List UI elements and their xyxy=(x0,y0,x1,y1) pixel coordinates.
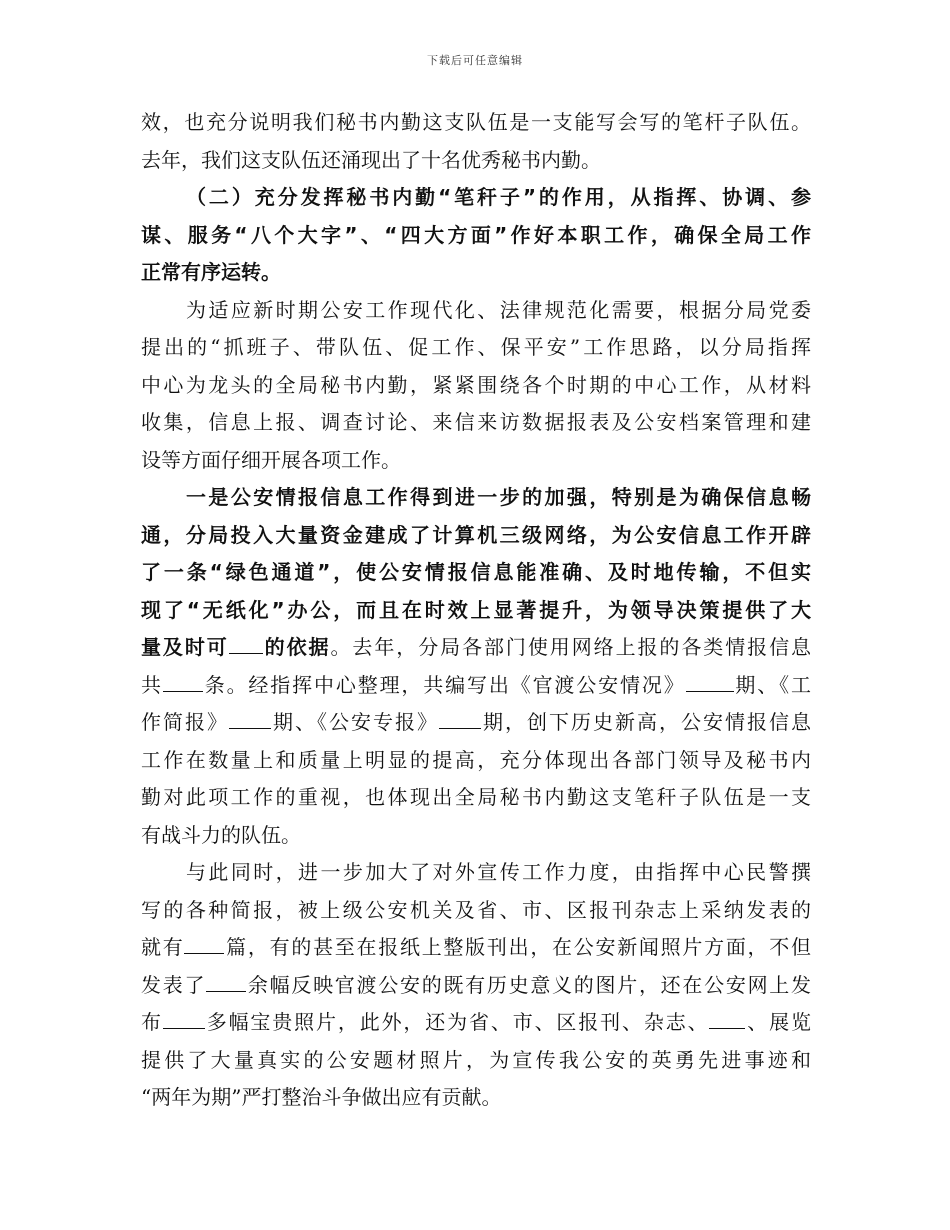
text-run: 条。经指挥中心整理，共编写出《官渡公安情况》 xyxy=(202,672,686,697)
blank-underline xyxy=(163,671,203,692)
blank-underline xyxy=(709,1008,745,1029)
paragraph-line: 去年，我们这支队伍还涌现出了十名优秀秘书内勤。 xyxy=(141,147,601,172)
paragraph-line: 写的各种简报，被上级公安机关及省、市、区报刊杂志上采纳发表的 xyxy=(141,897,811,922)
text-run: 期、《工 xyxy=(733,672,812,697)
blank-underline xyxy=(206,971,246,992)
blank-underline xyxy=(163,1008,205,1029)
text-run: 。去年，分局各部门使用网络上报的各类情报信息 xyxy=(330,635,812,659)
paragraph-line xyxy=(141,704,811,742)
paragraph-line: 有战斗力的队伍。 xyxy=(141,822,301,847)
text-run: 布 xyxy=(141,1010,163,1034)
blank-underline xyxy=(439,708,481,729)
text-run: 、展览 xyxy=(745,1010,812,1034)
paragraph-line-bold: 了一条“绿色通道”，使公安情报信息能准确、及时地传输，不但实 xyxy=(141,560,811,584)
paragraph-line: 收集，信息上报、调查讨论、来信来访数据报表及公安档案管理和建 xyxy=(141,410,811,434)
blank-underline xyxy=(686,671,734,692)
document-body xyxy=(141,104,811,1117)
text-run: 期、《公安专报》 xyxy=(271,710,439,734)
paragraph-line xyxy=(141,929,811,967)
paragraph-line: 提供了大量真实的公安题材照片，为宣传我公安的英勇先进事迹和 xyxy=(141,1047,811,1072)
text-run: 余幅反映官渡公安的既有历史意义的图片，还在公安网上发 xyxy=(246,972,812,997)
section-heading-line: 正常有序运转。 xyxy=(141,260,281,284)
paragraph-line-bold: 通，分局投入大量资金建成了计算机三级网络，为公安信息工作开辟 xyxy=(141,522,811,547)
paragraph-line xyxy=(141,667,811,705)
paragraph-line-bold: 一是公安情报信息工作得到进一步的加强，特别是为确保信息畅 xyxy=(186,485,811,509)
section-heading-line: （二）充分发挥秘书内勤“笔秆子”的作用，从指挥、协调、参 xyxy=(186,185,811,209)
paragraph-line: 中心为龙头的全局秘书内勤，紧紧围绕各个时期的中心工作，从材料 xyxy=(141,372,811,397)
bold-run: 量及时可 xyxy=(141,635,229,659)
page-header: 下载后可任意编辑 xyxy=(427,54,523,67)
section-heading-line: 谋、服务“八个大字”、“四大方面”作好本职工作，确保全局工作 xyxy=(141,222,811,247)
text-run: 发表了 xyxy=(141,972,207,997)
text-run: 共 xyxy=(141,672,163,697)
paragraph-line: “两年为期”严打整治斗争做出应有贡献。 xyxy=(141,1085,502,1109)
paragraph-line: 勤对此项工作的重视，也体现出全局秘书内勤这支笔秆子队伍是一支 xyxy=(141,785,811,809)
bold-run: 的依据 xyxy=(262,635,331,659)
paragraph-line: 设等方面仔细开展各项工作。 xyxy=(141,447,401,472)
text-run: 期，创下历史新高，公安情报信息 xyxy=(481,710,811,734)
paragraph-line xyxy=(141,1004,811,1042)
paragraph-line: 效，也充分说明我们秘书内勤这支队伍是一支能写会写的笔杆子队伍。 xyxy=(141,110,811,134)
paragraph-line: 工作在数量上和质量上明显的提高，充分体现出各部门领导及秘书内 xyxy=(141,747,811,772)
text-run: 作简报》 xyxy=(141,710,229,734)
blank-underline xyxy=(229,633,263,654)
blank-underline xyxy=(229,708,271,729)
paragraph-line: 与此同时，进一步加大了对外宣传工作力度，由指挥中心民警撰 xyxy=(186,860,811,884)
text-run: 篇，有的甚至在报纸上整版刊出，在公安新闻照片方面，不但 xyxy=(224,935,812,959)
text-run: 就有 xyxy=(141,935,185,959)
paragraph-line: 提出的“抓班子、带队伍、促工作、保平安”工作思路，以分局指挥 xyxy=(141,335,811,359)
paragraph-line-bold: 现了“无纸化”办公，而且在时效上显著提升，为领导决策提供了大 xyxy=(141,597,811,622)
paragraph-line: 为适应新时期公安工作现代化、法律规范化需要，根据分局党委 xyxy=(186,297,811,322)
paragraph-line xyxy=(141,967,811,1005)
blank-underline xyxy=(184,933,224,954)
paragraph-line-mixed xyxy=(141,629,811,667)
text-run: 多幅宝贵照片，此外，还为省、市、区报刊、杂志、 xyxy=(204,1010,710,1034)
